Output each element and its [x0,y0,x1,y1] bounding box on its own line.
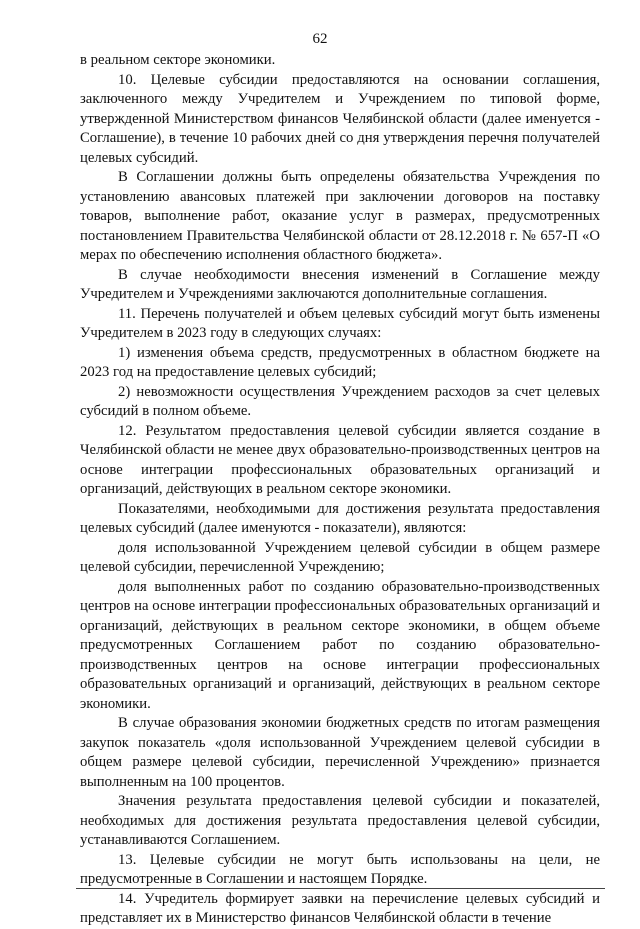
paragraph-indicators-intro: Показателями, необходимыми для достижения результата предоставления целевых субсидий (далее именуются - показатели), являются: [80,500,600,536]
paragraph-savings-case: В случае образования экономии бюджетных средств по итогам размещения закупок показатель «доля использованной Учреждением целевой субсидии в общем размере целевой субсидии, перечисленной Учреждению» признается выполненным на 100 процентов. [80,715,600,790]
paragraph-case-2: 2) невозможности осуществления Учреждением расходов за счет целевых субсидий в полном объеме. [80,383,600,419]
document-body [80,51,600,929]
page-number: 62 [312,31,328,47]
paragraph-case-1: 1) изменения объема средств, предусмотренных в областном бюджете на 2023 год на предоставление целевых субсидий; [80,344,600,380]
paragraph-clause-14: 14. Учредитель формирует заявки на перечисление целевых субсидий и представляет их в Министерство финансов Челябинской области в течение [80,890,600,926]
paragraph-continuation: в реальном секторе экономики. [80,52,276,68]
paragraph-additional-agreements: В случае необходимости внесения изменений в Соглашение между Учредителем и Учреждениями заключаются дополнительные соглашения. [80,266,600,302]
paragraph-clause-11: 11. Перечень получателей и объем целевых субсидий могут быть изменены Учредителем в 2023 году в следующих случаях: [80,305,600,341]
paragraph-clause-13: 13. Целевые субсидии не могут быть использованы на цели, не предусмотренные в Соглашении и настоящем Порядке. [80,851,600,887]
paragraph-clause-12: 12. Результатом предоставления целевой субсидии является создание в Челябинской области не менее двух образовательно-производственных центров на основе интеграции профессиональных образовательных организаций и организаций, действующих в реальном секторе экономики. [80,422,600,497]
paragraph-values-established: Значения результата предоставления целевой субсидии и показателей, необходимых для достижения результата предоставления целевой субсидии, устанавливаются Соглашением. [80,793,600,848]
paragraph-clause-10: 10. Целевые субсидии предоставляются на основании соглашения, заключенного между Учредителем и Учреждением по типовой форме, утвержденной Министерством финансов Челябинской области (далее именуется - Соглашение), в течение 10 рабочих дней со дня утверждения перечня получателей целевых субсидий. [80,71,600,166]
paragraph-indicator-1: доля использованной Учреждением целевой субсидии в общем размере целевой субсидии, перечисленной Учреждению; [80,539,600,575]
page-bottom-rule [76,888,605,889]
paragraph-agreement-obligations: В Соглашении должны быть определены обязательства Учреждения по установлению авансовых платежей при заключении договоров на поставку товаров, выполнение работ, оказание услуг в размерах, предусмотренных постановлением Правительства Челябинской области от 28.12.2018 г. № 657-П «О мерах по обеспечению исполнения областного бюджета». [80,169,600,263]
paragraph-indicator-2: доля выполненных работ по созданию образовательно-производственных центров на основе интеграции профессиональных образовательных организаций и организаций, действующих в реальном секторе экономики, в общем объеме предусмотренных Соглашением работ по созданию образовательно-производственных центров на основе интеграции профессиональных образовательных организаций и организаций, действующих в реальном секторе экономики. [80,578,600,712]
